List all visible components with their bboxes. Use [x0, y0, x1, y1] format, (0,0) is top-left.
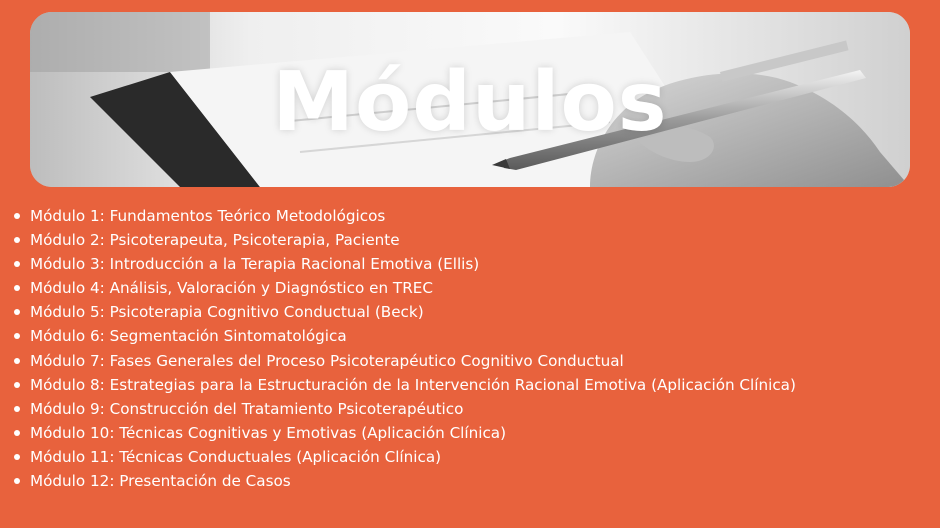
list-item [12, 421, 796, 445]
bullet-icon [14, 333, 20, 339]
module-label: Módulo 6: Segmentación Sintomatológica [30, 327, 347, 346]
list-item [12, 445, 796, 469]
list-item [12, 300, 796, 324]
module-label: Módulo 2: Psicoterapeuta, Psicoterapia, Paciente [30, 231, 400, 250]
bullet-icon [14, 261, 20, 267]
module-label: Módulo 12: Presentación de Casos [30, 472, 291, 491]
module-label: Módulo 5: Psicoterapia Cognitivo Conductual (Beck) [30, 303, 424, 322]
bullet-icon [14, 430, 20, 436]
list-item [12, 373, 796, 397]
bullet-icon [14, 309, 20, 315]
bullet-icon [14, 406, 20, 412]
bullet-icon [14, 213, 20, 219]
list-item [12, 324, 796, 348]
module-label: Módulo 11: Técnicas Conductuales (Aplicación Clínica) [30, 447, 442, 466]
bullet-icon [14, 237, 20, 243]
module-label: Módulo 7: Fases Generales del Proceso Psicoterapéutico Cognitivo Conductual [30, 351, 624, 370]
bullet-icon [14, 382, 20, 388]
list-item [12, 469, 796, 493]
module-label: Módulo 10: Técnicas Cognitivas y Emotivas (Aplicación Clínica) [30, 423, 507, 442]
page-title: Módulos [272, 55, 668, 150]
bullet-icon [14, 285, 20, 291]
header-banner [30, 12, 910, 187]
list-item [12, 252, 796, 276]
module-label: Módulo 4: Análisis, Valoración y Diagnóstico en TREC [30, 279, 433, 298]
list-item [12, 228, 796, 252]
list-item [12, 276, 796, 300]
module-label: Módulo 9: Construcción del Tratamiento Psicoterapéutico [30, 399, 464, 418]
bullet-icon [14, 454, 20, 460]
bullet-icon [14, 358, 20, 364]
list-item [12, 349, 796, 373]
list-item [12, 397, 796, 421]
module-label: Módulo 3: Introducción a la Terapia Racional Emotiva (Ellis) [30, 255, 480, 274]
module-label: Módulo 1: Fundamentos Teórico Metodológicos [30, 207, 386, 225]
list-item [12, 204, 796, 228]
bullet-icon [14, 478, 20, 484]
module-label: Módulo 8: Estrategias para la Estructuración de la Intervención Racional Emotiva (Aplicación Clínica) [30, 375, 796, 394]
module-list [12, 204, 796, 493]
